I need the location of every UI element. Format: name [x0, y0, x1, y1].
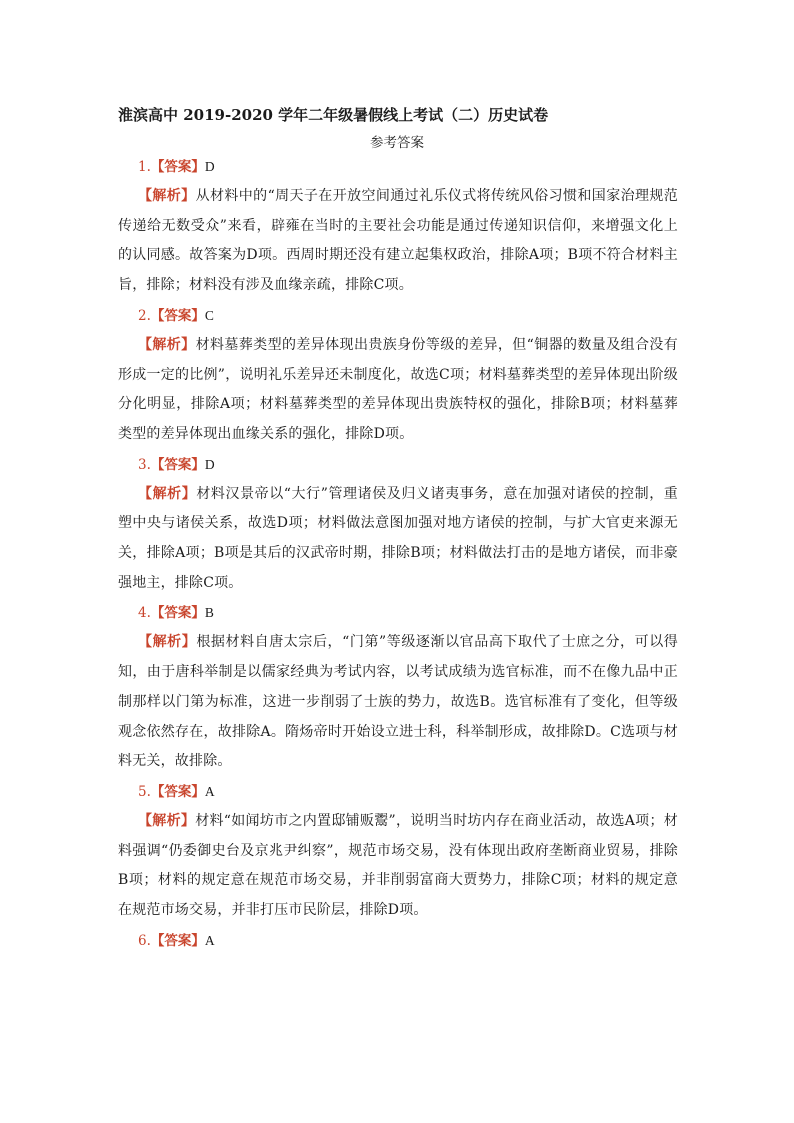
question-number: 1.	[138, 159, 151, 175]
answer-tag: 【答案】	[150, 159, 205, 175]
answer-line	[118, 926, 678, 956]
question-number: 2.	[138, 307, 151, 324]
answer-line	[118, 598, 678, 628]
answer-item-6	[118, 926, 678, 956]
answer-line	[118, 301, 678, 331]
answer-item-3	[118, 450, 678, 599]
analysis-paragraph	[118, 182, 678, 301]
analysis-tag: 【解析】	[138, 634, 197, 651]
analysis-paragraph	[118, 331, 678, 450]
answer-tag: 【答案】	[150, 605, 205, 622]
analysis-text: 材料“如闻坊市之内置邸铺贩鬻”，说明当时坊内存在商业活动，故选A项；材料强调“仍委御史台及京兆尹纠察”，规范市场交易，没有体现出政府垄断商业贸易，排除B项；材料的规定意在规范市场交易，并非削弱富商大贾势力，排除C项；材料的规定意在规范市场交易，并非打压市民阶层，排除D项。	[118, 812, 678, 919]
answer-tag: 【答案】	[150, 307, 205, 324]
analysis-text: 材料墓葬类型的差异体现出贵族身份等级的差异，但“铜器的数量及组合没有形成一定的比例”，说明礼乐差异还未制度化，故选C项；材料墓葬类型的差异体现出阶级分化明显，排除A项；材料墓葬类型的差异体现出贵族特权的强化，排除B项；材料墓葬类型的差异体现出血缘关系的强化，排除D项。	[118, 336, 678, 442]
answer-value: B	[204, 605, 214, 621]
analysis-tag: 【解析】	[138, 485, 197, 502]
answer-line	[118, 152, 678, 182]
analysis-tag: 【解析】	[138, 188, 196, 204]
answer-item-1	[118, 152, 678, 301]
answer-value: D	[204, 159, 215, 174]
answer-item-4	[118, 598, 678, 777]
answer-value: C	[204, 307, 214, 323]
analysis-paragraph	[118, 807, 678, 926]
analysis-paragraph	[118, 628, 678, 777]
answer-tag: 【答案】	[150, 783, 205, 800]
question-number: 3.	[138, 456, 151, 473]
question-number: 5.	[138, 783, 151, 800]
answer-line	[118, 450, 678, 480]
page-title: 淮滨高中 2019-2020 学年二年级暑假线上考试（二）历史试卷	[118, 106, 549, 124]
analysis-text: 根据材料自唐太宗后，“门第”等级逐渐以官品高下取代了士庶之分，可以得知，由于唐科举制是以儒家经典为考试内容，以考试成绩为选官标准，而不在像九品中正制那样以门第为标准，这进一步削弱了士族的势力，故选B。选官标准有了变化，但等级观念依然存在，故排除A。隋炀帝时开始设立进士科，科举制形成，故排除D。C选项与材料无关，故排除。	[118, 634, 678, 770]
page-subtitle: 参考答案	[370, 135, 424, 151]
answer-line	[118, 777, 678, 807]
answer-item-5	[118, 777, 678, 926]
answer-value: A	[204, 783, 215, 799]
answer-tag: 【答案】	[150, 932, 205, 949]
answer-tag: 【答案】	[150, 456, 205, 473]
question-number: 6.	[138, 932, 151, 949]
analysis-tag: 【解析】	[138, 336, 196, 353]
analysis-text: 材料汉景帝以“大行”管理诸侯及归义诸夷事务，意在加强对诸侯的控制，重塑中央与诸侯关系，故选D项；材料做法意图加强对地方诸侯的控制，与扩大官吏来源无关，排除A项；B项是其后的汉武帝时期，排除B项；材料做法打击的是地方诸侯，而非豪强地主，排除C项。	[118, 485, 678, 591]
analysis-text: 从材料中的“周天子在开放空间通过礼乐仪式将传统风俗习惯和国家治理规范传递给无数受众”来看，辟雍在当时的主要社会功能是通过传递知识信仰，来增强文化上的认同感。故答案为D项。西周时期还没有建立起集权政治，排除A项；B项不符合材料主旨，排除；材料没有涉及血缘亲疏，排除C项。	[118, 188, 678, 294]
answer-item-2	[118, 301, 678, 450]
answer-list	[118, 152, 678, 956]
analysis-paragraph	[118, 480, 678, 599]
question-number: 4.	[138, 605, 151, 622]
answer-value: A	[204, 932, 215, 948]
analysis-tag: 【解析】	[138, 812, 196, 829]
answer-value: D	[204, 456, 215, 472]
